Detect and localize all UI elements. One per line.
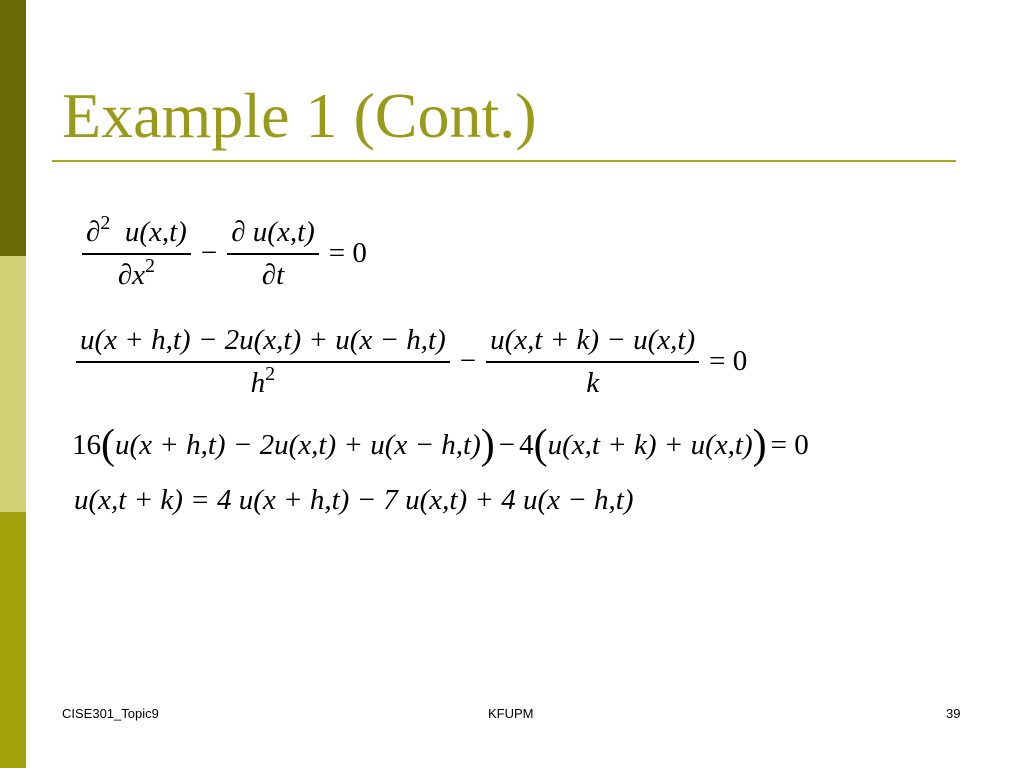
eq1-fraction-right: $\frac{\partial u(x,t)}{\partial t}$ (227, 218, 319, 290)
eq2-numerator-left: u(x + h,t) − 2u(x,t) + u(x − h,t) (80, 324, 446, 356)
eq3-coefficient-1: 16 (72, 428, 101, 461)
eq1-numerator-right: u(x,t) (252, 216, 315, 248)
eq2-numerator-right: u(x,t + k) − u(x,t) (490, 324, 696, 356)
eq2-rhs: = 0 (709, 345, 748, 378)
sidebar-segment-bottom (0, 512, 26, 768)
eq4-text: u(x,t + k) = 4 u(x + h,t) − 7 u(x,t) + 4 u(x − h,t) (74, 484, 634, 516)
eq1-rhs: = 0 (328, 237, 367, 270)
slide-title: Example 1 (Cont.) (62, 80, 537, 151)
eq1-denominator-left: x (132, 258, 146, 291)
eq3-coefficient-2: 4 (519, 428, 534, 461)
eq3-inner-2: u(x,t + k) + u(x,t) (547, 428, 753, 461)
title-underline (52, 160, 956, 162)
footer-left: CISE301_Topic9 (62, 706, 159, 721)
sidebar-accent (0, 0, 26, 768)
sidebar-segment-middle (0, 256, 26, 512)
eq2-denominator-right: k (586, 366, 600, 399)
sidebar-segment-top (0, 0, 26, 256)
eq3-minus: − (498, 428, 516, 461)
eq3-rhs: = 0 (770, 428, 809, 461)
footer-page-number: 39 (946, 706, 961, 721)
equation-3: 16 ( u(x + h,t) − 2u(x,t) + u(x − h,t) ) − 4 ( u(x,t + k) + u(x,t) ) = 0 (72, 422, 809, 468)
eq2-fraction-right (486, 326, 699, 398)
footer-center: KFUPM (488, 706, 534, 721)
equation-2: $\frac{u(x + h,t) - 2u(x,t) + u(x - h,t)}{h^2}$ − $\frac{u(x,t + k) - u(x,t)}{k}$ = 0 (70, 326, 751, 398)
eq1-fraction-left: $\frac{\partial^2 u(x,t)}{\partial x^2}$ (82, 218, 191, 290)
equation-4 (74, 486, 634, 515)
eq3-inner-1: u(x + h,t) − 2u(x,t) + u(x − h,t) (115, 428, 481, 461)
eq1-numerator-left: u(x,t) (124, 216, 187, 248)
eq2-fraction-left: $\frac{u(x + h,t) - 2u(x,t) + u(x - h,t)}{h^2}$ (76, 326, 450, 398)
eq2-denominator-left: h (250, 366, 266, 399)
eq1-denominator-right: t (276, 258, 285, 291)
equation-1: $\frac{\partial^2 u(x,t)}{\partial x^2}$ − $\frac{\partial u(x,t)}{\partial t}$ = 0 (76, 218, 371, 290)
